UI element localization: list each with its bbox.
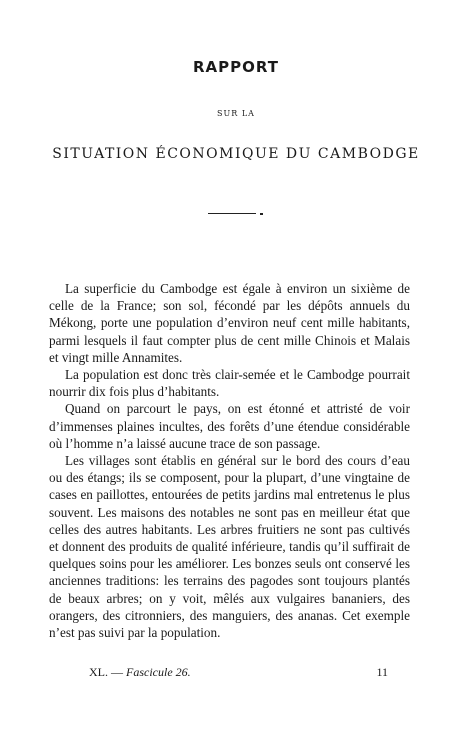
section-divider — [208, 213, 256, 214]
body-text — [49, 280, 410, 641]
document-title: RAPPORT — [192, 58, 279, 76]
paragraph: Les villages sont établis en général sur le bord des cours d’eau ou des étangs; ils se composent, pour la plupart, d’une vingtaine de cases en paillottes, entourées de petits jardins mal entretenus le plus souvent. Les maisons des notables ne sont pas en meilleur état que celles des autres habitants. Les arbres fruitiers ne sont pas cultivés et donnent des produits de qualité inférieure, tandis qu’il suffirait de quelques soins pour les améliorer. Les bonzes seuls ont conservé les anciennes traditions: les terrains des pagodes sont toujours plantés de beaux arbres; on y voit, mêlés aux vulgaires bananiers, des orangers, des citronniers, des manguiers, des ananas. Cet exemple n’est pas suivi par la population. — [49, 453, 410, 641]
document-subtitle: SITUATION ÉCONOMIQUE DU CAMBODGE — [52, 146, 420, 162]
document-preposition: SUR LA — [217, 109, 255, 118]
paragraph: La population est donc très clair-semée et le Cambodge pourrait nourrir dix fois plus d’habitants. — [49, 367, 410, 400]
paragraph: La superficie du Cambodge est égale à environ un sixième de celle de la France; son sol, fécondé par les dépôts annuels du Mékong, porte une population d’environ neuf cent mille habitants, parmi lesquels il faut compter plus de cent mille Chinois et Malais et vingt mille Annamites. — [49, 281, 410, 365]
paragraph: Quand on parcourt le pays, on est étonné et attristé de voir d’immenses plaines incultes, des forêts d’une étendue considérable où l’homme n’a laissé aucune trace de son passage. — [49, 401, 410, 451]
footer-volume — [89, 665, 191, 680]
volume-number: XL. — — [89, 665, 123, 679]
signature-mark: 11 — [376, 665, 388, 679]
fascicule-label: Fascicule 26. — [126, 665, 191, 679]
